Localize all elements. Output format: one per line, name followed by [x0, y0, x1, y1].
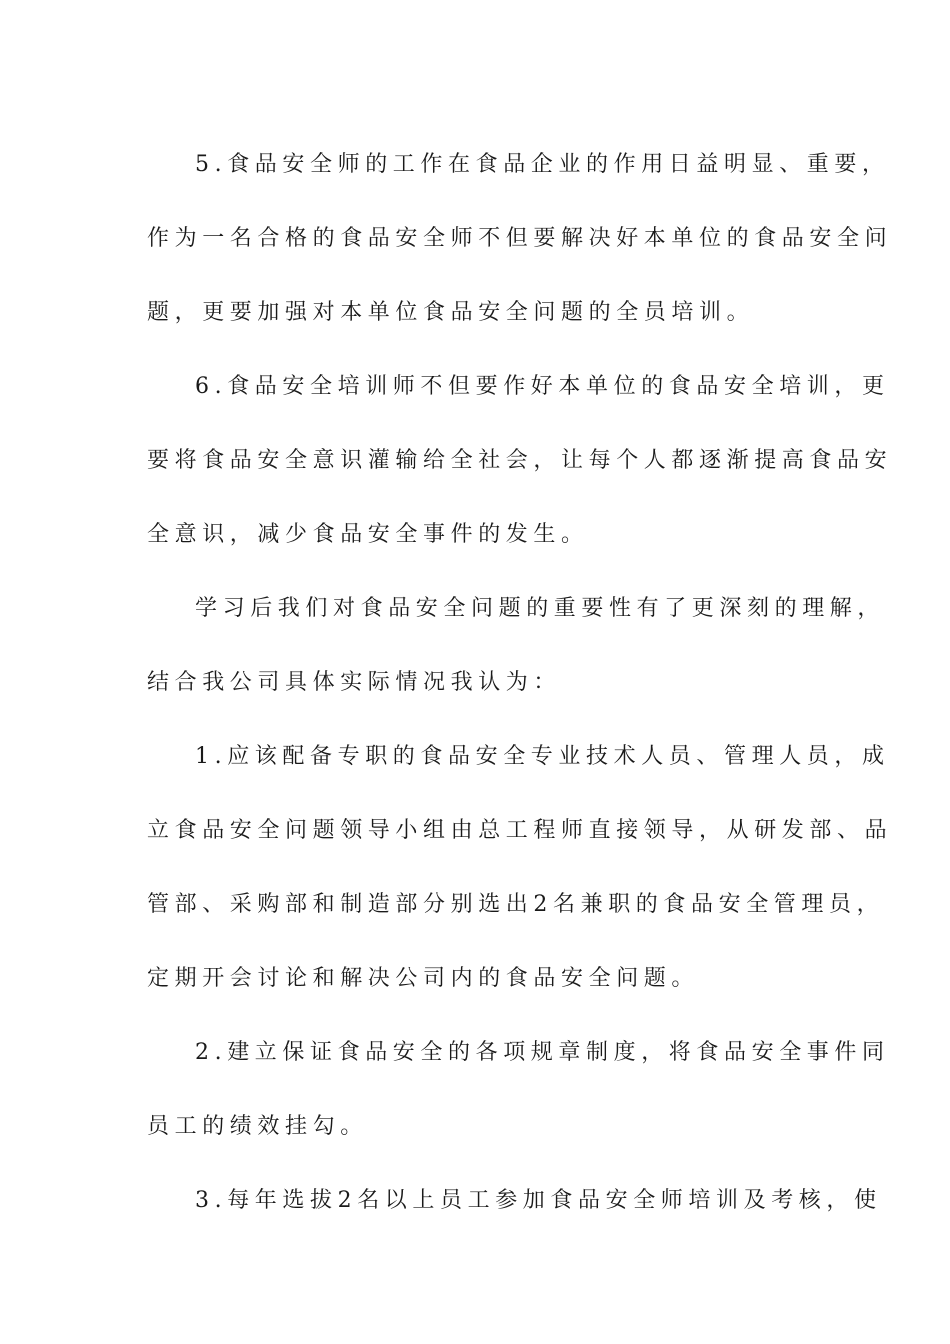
paragraph-2	[147, 1016, 890, 1164]
paragraph-line: 员工的绩效挂勾。	[147, 1114, 368, 1139]
paragraph-line: 管部、采购部和制造部分别选出2名兼职的食品安全管理员，	[147, 892, 885, 917]
paragraph-line: 2.建立保证食品安全的各项规章制度，将食品安全事件同	[195, 1040, 890, 1065]
paragraph-line: 学习后我们对食品安全问题的重要性有了更深刻的理解，	[195, 596, 886, 621]
paragraph-6	[147, 350, 893, 572]
paragraph-line: 题，更要加强对本单位食品安全问题的全员培训。	[147, 300, 755, 325]
paragraph-line: 立食品安全问题领导小组由总工程师直接领导，从研发部、品	[147, 818, 893, 843]
paragraph-line: 定期开会讨论和解决公司内的食品安全问题。	[147, 966, 700, 991]
paragraph-line: 6.食品安全培训师不但要作好本单位的食品安全培训，更	[195, 374, 890, 399]
paragraph-1	[147, 720, 893, 1016]
document-body	[147, 128, 893, 1238]
paragraph-line: 1.应该配备专职的食品安全专业技术人员、管理人员，成	[195, 744, 890, 769]
paragraph-line: 结合我公司具体实际情况我认为：	[147, 670, 562, 695]
paragraph-line: 5.食品安全师的工作在食品企业的作用日益明显、重要，	[195, 152, 890, 177]
paragraph-line: 全意识，减少食品安全事件的发生。	[147, 522, 589, 547]
paragraph-5	[147, 128, 893, 350]
paragraph-line: 作为一名合格的食品安全师不但要解决好本单位的食品安全问	[147, 226, 893, 251]
paragraph-line: 3.每年选拔2名以上员工参加食品安全师培训及考核，使	[195, 1188, 882, 1213]
paragraph-line: 要将食品安全意识灌输给全社会，让每个人都逐渐提高食品安	[147, 448, 893, 473]
paragraph-3	[147, 1164, 882, 1238]
paragraph-summary	[147, 572, 886, 720]
